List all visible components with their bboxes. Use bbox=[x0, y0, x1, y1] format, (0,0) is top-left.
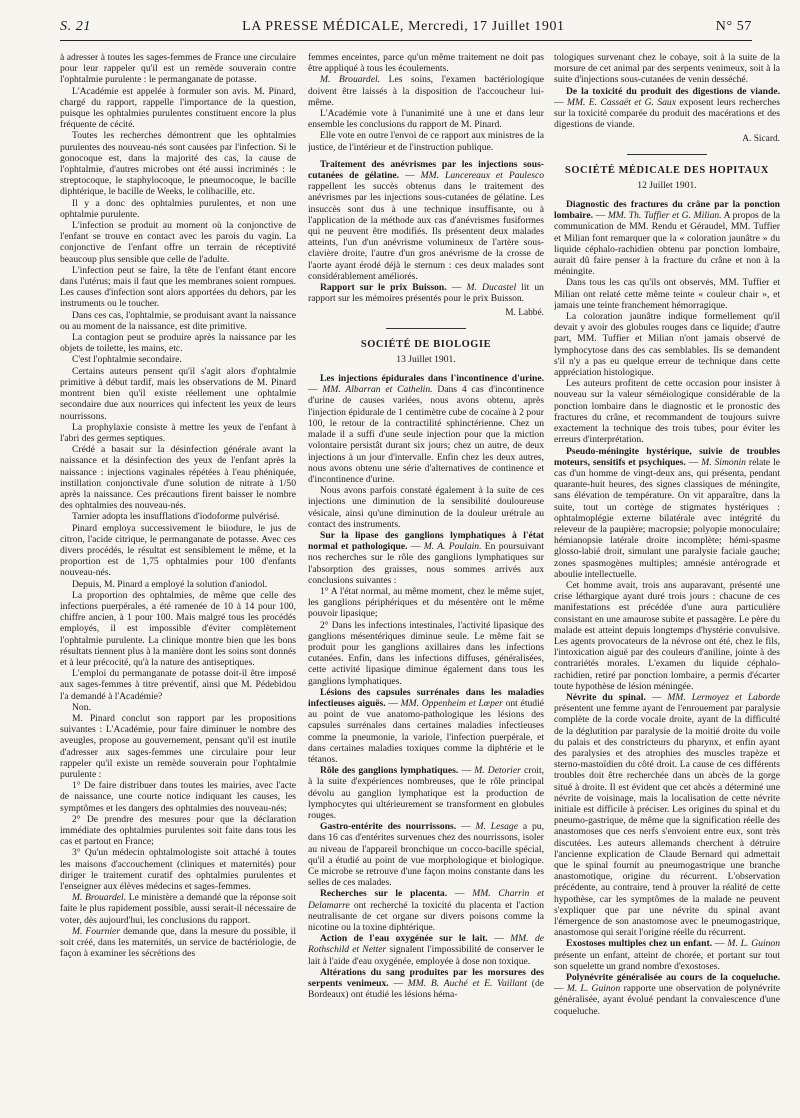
author: M. Lesage bbox=[475, 821, 518, 833]
communication: Sur la lipase des ganglions lymphatiques à l'état normal et pathologique. — M. A. Poulain. En poursuivant nos recherches sur le rôle des ganglions lymphatiques sur l'absorption des graisses, nous sommes arrivés aux conclusions suivantes : bbox=[308, 529, 544, 586]
speaker-name: M. Fournier bbox=[72, 925, 121, 937]
author: MM. Albarran et Cathelin. bbox=[322, 384, 433, 396]
author: M. L. Guinon bbox=[727, 938, 780, 950]
author: MM. Charrin et Delamarre bbox=[308, 888, 544, 911]
paragraph: La prophylaxie consiste à mettre les yeux de l'enfant à l'abri des germes septiques. bbox=[60, 421, 296, 444]
author: MM. Oppenheim et Lœper bbox=[400, 697, 503, 709]
page-header bbox=[60, 14, 752, 40]
paragraph: tologiques survenant chez le cobaye, soit à la suite de la morsure de cet animal par des serpents venimeux, soit à la suite d'injections sous-cutanées de venin desséché. bbox=[554, 52, 780, 86]
paragraph: 1° A l'état normal, au même moment, chez le même sujet, les ganglions périphériques et du mésentère ont le même pouvoir lipasique; bbox=[308, 585, 544, 620]
communication: Lésions des capsules surrénales dans les maladies infectieuses aiguës. — MM. Oppenheim et Lœper ont étudié au point de vue anatomo-pathologique les lésions des capsules surrénales dans certaines maladies infectieuses comme la pneumonie, la variole, l'infection puerpérale, et dans certaines maladies toxiques comme la diphtérie et le tétanos. bbox=[308, 686, 544, 765]
communication: Rôle des ganglions lymphatiques. — M. Detorier croit, à la suite d'expériences nombreuses, que le rôle principal dévolu au ganglion lymphatique est la production de lymphocytes qui ultérieurement se transforment en globules rouges. bbox=[308, 765, 544, 821]
paragraph: La coloration jaunâtre indique formellement qu'il devait y avoir des globules rouges dans ce liquide; d'autre part, MM. Tuffier et Milian n'ont jamais observé de lymphocytose dans des cas semblables. Ils se demandent s'il n'y a pas eu quelque erreur de technique dans cette appréciation histologique. bbox=[554, 311, 780, 379]
page-number: S. 21 bbox=[60, 19, 91, 34]
signature: M. Labbé. bbox=[505, 308, 544, 319]
author: M. L. Guinon bbox=[566, 983, 621, 995]
author: MM. B. Auché et E. Vaillant bbox=[407, 978, 528, 990]
speaker-name: M. Brouardel. bbox=[320, 74, 381, 86]
column-2 bbox=[308, 52, 544, 1112]
paragraph-text: lit un rapport sur les mémoires présentés pour le prix Buisson. bbox=[308, 282, 544, 305]
session-date: 12 Juillet 1901. bbox=[637, 179, 697, 191]
paragraph: Depuis, M. Pinard a employé la solution d'aniodol. bbox=[72, 578, 268, 590]
communication: Action de l'eau oxygénée sur le lait. — MM. de Rothschild et Netter signalent l'impossibilité de conserver le lait à l'aide d'eau oxygénée, employée à dose non toxique. bbox=[308, 933, 544, 967]
paragraph-text: croit, à la suite d'expériences nombreuses, que le rôle principal dévolu au ganglion lymphatique est la production de lymphocytes qui ultérieurement se transforment en globules rouges. bbox=[308, 765, 544, 821]
communication-title: Action de l'eau oxygénée sur le lait. bbox=[320, 933, 488, 945]
communication-title: Rapport sur le prix Buisson. bbox=[320, 282, 447, 294]
session-date: 13 Juillet 1901. bbox=[396, 353, 456, 365]
author: MM. E. Cassaët et G. Saux bbox=[567, 96, 676, 108]
journal-title: LA PRESSE MÉDICALE, Mercredi, 17 Juillet 1901 bbox=[242, 19, 565, 34]
communication: Traitement des anévrismes par les injections sous-cutanées de gélatine. — MM. Lancereaux et Paulesco rappellent les succès obtenus dans le traitement des anévrismes par les injections sous-cutanées de gélatine. Les insuccès sont dus à une technique insuffisante, ou à l'application de la méthode aux cas d'anévrismes fusiformes qui ne peuvent être modifiés. Ils présentent deux malades atteints, l'un d'un anévrisme volumineux de l'artère sous-clavière droite, l'autre d'un gros anévrisme de la crosse de l'aorte ayant érodé déjà le sternum : ces deux malades sont considérablement améliorés. bbox=[308, 158, 544, 282]
communication-title: Pseudo-méningite hystérique, suivie de troubles moteurs, sensitifs et psychiques. bbox=[554, 445, 780, 468]
paragraph-text: présente un enfant, atteint de chorée, et portant sur tout son squelette un grand nombre d'exostoses. bbox=[554, 949, 780, 972]
paragraph: L'infection se produit au moment où la conjonctive de l'enfant se trouve en contact avec les parois du vagin. La conjonctive de l'enfant offre un terrain de réceptivité beaucoup plus sensible que celle de l'adulte. bbox=[60, 220, 296, 265]
communication-title: Lésions des capsules surrénales dans les maladies infectieuses aiguës. bbox=[308, 686, 544, 709]
communication: Les injections épidurales dans l'incontinence d'urine. — MM. Albarran et Cathelin. Dans 4 cas d'incontinence d'urine de causes variées, nous avons obtenu, après l'injection épidurale de 1 centimètre cube de cocaïne à 2 pour 100, le retour de la contractilité sphinctérienne. Chez un malade il a suffi d'une seule injection pour que la miction volontaire persistât durant six jours; chez un autre, de deux injections à un jour d'intervalle. Enfin chez les deux autres, nous avons obtenu une série d'alternatives de continence et d'incontinence d'urine. bbox=[308, 373, 544, 485]
paragraph-text: A propos de la communication de MM. Rendu et Géraudel, MM. Tuffier et Milian font remarquer que la « coloration jaunâtre » du liquide céphalo-rachidien obtenu par ponction lombaire, aurait dû faire penser à la fracture du crâne et non à la méningite. bbox=[554, 210, 780, 278]
paragraph-text: rappellent les succès obtenus dans le traitement des anévrismes par les injections sous-cutanées de gélatine. Les insuccès sont dus à une technique insuffisante, ou à l'application de la méthode aux cas d'anévrismes fusiformes qui ne peuvent être modifiés. Ils présentent deux malades atteints, l'un d'un anévrisme volumineux de l'artère sous-clavière droite, l'autre d'un gros anévrisme de la crosse de l'aorte ayant érodé déjà le sternum : ces deux malades sont considérablement améliorés. bbox=[308, 181, 544, 282]
paragraph: Toutes les recherches démontrent que les ophtalmies purulentes des nouveau-nés sont causées par l'infection. Si le gonocoque est, dans la majorité des cas, la cause de l'ophtalmie, d'autres microbes ont été aussi incriminés : le streptocoque, le staphylocoque, le pneumocoque, le bacille diphtérique, le bacille de Weeks, le colibacille, etc. bbox=[60, 130, 296, 198]
paragraph: Crédé a basait sur la désinfection générale avant la naissance et la désinfection des yeux de l'enfant après la naissance : injections vaginales répétées à l'eau phéniquée, instillation conjonctivale d'une solution de nitrate à 1/50 après la naissance. Ces précautions firent baisser le nombre des ophtalmies des nouveau-nés. bbox=[60, 444, 296, 512]
paragraph: Nous avons parfois constaté également à la suite de ces injections une diminution de la sensibilité douloureuse vésicale, ainsi qu'une diminution de la douleur urétrale au contact des instruments. bbox=[308, 485, 544, 530]
paragraph-text: a pu, dans 16 cas d'entérites survenues chez des nourrissons, isoler au niveau de l'appareil bronchique un cocco-bacille spécial, qu'il a étudié au point de vue morphologique et biologique. Ce microbe se retrouve d'une façon moins constante dans les selles de ces malades. bbox=[308, 821, 544, 889]
author: MM. Th. Tuffier et G. Milian. bbox=[607, 210, 722, 222]
paragraph-text: relate le cas d'un homme de vingt-deux ans, qui présenta, pendant quarante-huit heures, des signes classiques de méningite, sans élévation de température. On vit apparaître, dans la suite, tout un cortège de stigmates hystériques : ophtalmoplégie externe bilatérale avec intégrité du releveur de la paupière; macropsie; polyopie monoculaire; hémianopsie latérale droite incomplète; hémi-spasme glosso-labié droit, simulant une paralysie faciale gauche; zones spasmogènes multiples; amnésie antérograde et aboulie intellectuelle. bbox=[554, 456, 780, 580]
paragraph-text: Les soins, l'examen bactériologique doivent être laissés à la disposition de l'accoucheur lui-même. bbox=[308, 74, 544, 108]
paragraph-text: signalent l'impossibilité de conserver le lait à l'aide d'eau oxygénée, employée à dose non toxique. bbox=[308, 944, 544, 967]
paragraph: Cet homme avait, trois ans auparavant, présenté une crise léthargique ayant duré trois jours : chacune de ces manifestations est précédée d'une aura particulière consistant en une amaurose subite et passagère. Le père du malade est atteint depuis longtemps d'hystérie convulsive. Les agents provocateurs de la névrose ont été, chez le fils, l'intoxication aiguë par des couleurs d'aniline, jointe à des contrariétés morales. L'examen du liquide céphalo-rachidien, retiré par ponction lombaire, a permis d'écarter toute hypothèse de lésion méningée. bbox=[554, 579, 780, 692]
paragraph-text: En poursuivant nos recherches sur le rôle des ganglions lymphatiques sur l'absorption des graisses, nous sommes arrivés aux conclusions suivantes : bbox=[308, 541, 544, 586]
communication: Exostoses multiples chez un enfant. — M. L. Guinon présente un enfant, atteint de chorée, et portant sur tout son squelette un grand nombre d'exostoses. bbox=[554, 938, 780, 972]
communication-title: Les injections épidurales dans l'incontinence d'urine. bbox=[320, 373, 544, 385]
signature: A. Sicard. bbox=[742, 134, 780, 145]
communication: Diagnostic des fractures du crâne par la ponction lombaire. — MM. Th. Tuffier et G. Milian. A propos de la communication de MM. Rendu et Géraudel, MM. Tuffier et Milian font remarquer que la « coloration jaunâtre » du liquide céphalo-rachidien obtenu par ponction lombaire, aurait dû faire penser à la fracture du crâne et non à la méningite. bbox=[554, 199, 780, 278]
society-heading: SOCIÉTÉ DE BIOLOGIE bbox=[360, 338, 492, 350]
communication-title: Diagnostic des fractures du crâne par la ponction lombaire. bbox=[554, 199, 780, 222]
section-rule bbox=[386, 328, 466, 329]
paragraph: L'Académie est appelée à formuler son avis. M. Pinard, chargé du rapport, rappelle l'importance de la question, puisque les ophtalmies purulentes constituent encore la plus fréquente de cécité. bbox=[60, 85, 296, 131]
communication: Altérations du sang produites par les morsures des serpents venimeux. — MM. B. Auché et E. Vaillant (de Bordeaux) ont étudié les lésions héma- bbox=[308, 966, 544, 1001]
speaker-name: M. Brouardel. bbox=[72, 892, 127, 904]
communication-title: Rôle des ganglions lymphatiques. bbox=[320, 765, 459, 777]
paragraph-text: Dans 4 cas d'incontinence d'urine de causes variées, nous avons obtenu, après l'injection épidurale de 1 centimètre cube de cocaïne à 2 pour 100, le retour de la contractilité sphinctérienne. Chez un malade il a suffi d'une seule injection pour que la miction volontaire persistât durant six jours; chez un autre, de deux injections à un jour d'intervalle. Enfin chez les deux autres, nous avons obtenu une série d'alternatives de continence et d'incontinence d'urine. bbox=[308, 384, 544, 485]
author: MM. de Rothschild et Netter bbox=[308, 933, 544, 956]
paragraph bbox=[60, 892, 296, 926]
paragraph-text: ont étudié au point de vue anatomo-pathologique les lésions des capsules surrénales dans certaines maladies infectieuses comme la pneumonie, la variole, l'infection puerpérale, et dans certaines maladies toxiques comme la diphtérie et le tétanos. bbox=[308, 697, 544, 765]
paragraph: femmes enceintes, parce qu'un même traitement ne doit pas être appliqué à tous les écoulements. bbox=[308, 52, 544, 75]
communication: Recherches sur le placenta. — MM. Charrin et Delamarre ont recherché la toxicité du placenta et l'action neutralisante de cet organe sur divers poisons comme la nicotine ou la toxine diphtérique. bbox=[308, 888, 544, 934]
paragraph: L'infection peut se faire, la tête de l'enfant étant encore dans l'utérus; mais il faut que les membranes soient rompues. Les causes d'infection sont alors apportées du dehors, par les instruments ou le toucher. bbox=[60, 264, 296, 310]
paragraph: 1° De faire distribuer dans toutes les mairies, avec l'acte de naissance, une courte notice indiquant les causes, les symptômes et les dangers des ophtalmies des nouveau-nés; bbox=[60, 780, 296, 814]
paragraph-text: ont recherché la toxicité du placenta et l'action neutralisante de cet organe sur divers poisons comme la nicotine ou la toxine diphtérique. bbox=[308, 899, 544, 934]
author: M. Simonin bbox=[701, 456, 746, 468]
author: MM. Lancereaux et Paulesco bbox=[420, 170, 544, 182]
author: M. A. Poulain. bbox=[423, 541, 482, 553]
paragraph-text: (de Bordeaux) ont étudié les lésions héma- bbox=[308, 978, 544, 1001]
communication-title: Gastro-entérite des nourrissons. bbox=[320, 821, 457, 833]
issue-number: N° 57 bbox=[715, 19, 752, 34]
paragraph-text: demande que, dans la mesure du possible, il soit créé, dans les maternités, un service de bactériologie, de façon à examiner les sécrétions des bbox=[60, 925, 296, 960]
paragraph: Dans ces cas, l'ophtalmie, se produisant avant la naissance ou au moment de la naissance, est dite primitive. bbox=[60, 309, 296, 332]
communication: Polynévrite généralisée au cours de la coqueluche. — M. L. Guinon rapporte une observation de polynévrite généralisée, ayant évolué pendant la convalescence d'une coqueluche. bbox=[554, 972, 780, 1017]
communication-title: Exostoses multiples chez un enfant. bbox=[566, 938, 713, 950]
paragraph: Certains auteurs pensent qu'il s'agit alors d'ophtalmie primitive à début tardif, mais les observations de M. Pinard montrent bien qu'il existe réellement une ophtalmie secondaire due aux nourrices qui infectent les yeux de leurs nourrissons. bbox=[60, 365, 296, 422]
communication: Rapport sur le prix Buisson. — M. Ducastel lit un rapport sur les mémoires présentés pour le prix Buisson. bbox=[308, 282, 544, 305]
paragraph-text: rapporte une observation de polynévrite généralisée, ayant évolué pendant la convalescence d'une coqueluche. bbox=[554, 983, 780, 1017]
communication: Pseudo-méningite hystérique, suivie de troubles moteurs, sensitifs et psychiques. — M. Simonin relate le cas d'un homme de vingt-deux ans, qui présenta, pendant quarante-huit heures, des signes classiques de méningite, sans élévation de température. On vit apparaître, dans la suite, tout un cortège de stigmates hystériques : ophtalmoplégie externe bilatérale avec intégrité du releveur de la paupière; macropsie; polyopie monoculaire; hémianopsie latérale droite incomplète; hémi-spasme glosso-labié droit, simulant une paralysie faciale gauche; zones spasmogènes multiples; amnésie antérograde et aboulie intellectuelle. bbox=[554, 445, 780, 580]
section-rule bbox=[627, 154, 707, 155]
communication-title: Traitement des anévrismes par les injections sous-cutanées de gélatine. bbox=[308, 158, 544, 182]
communication: De la toxicité du produit des digestions de viande. — MM. E. Cassaët et G. Saux exposent leurs recherches sur la toxicité comparée du produit des macérations et des digestions de viande. bbox=[554, 85, 780, 131]
paragraph: Elle vote en outre l'envoi de ce rapport aux ministres de la justice, de l'intérieur et de l'instruction publique. bbox=[308, 130, 544, 153]
communication-title: Sur la lipase des ganglions lymphatiques à l'état normal et pathologique. bbox=[308, 529, 544, 553]
paragraph: L'emploi du permanganate de potasse doit-il être imposé aux sages-femmes à titre préventif, ainsi que M. Pédebidou l'a demandé à l'Académie? bbox=[60, 668, 296, 702]
paragraph-text: exposent leurs recherches sur la toxicité comparée du produit des macérations et des digestions de viande. bbox=[554, 96, 780, 131]
paragraph: La contagion peut se produire après la naissance par les objets de toilette, les mains, etc. bbox=[60, 332, 296, 355]
paragraph: 3° Qu'un médecin ophtalmologiste soit attaché à toutes les maisons d'accouchement (cliniques et maternités) pour diriger le traitement curatif des ophtalmies purulentes et l'enseigner aux élèves médecins et sages-femmes. bbox=[60, 847, 296, 893]
communication-title: Polynévrite généralisée au cours de la coqueluche. bbox=[566, 972, 780, 984]
paragraph: C'est l'ophtalmie secondaire. bbox=[72, 354, 182, 366]
paragraph: Pinard employa successivement le biiodure, le jus de citron, l'acide citrique, le permanganate de potasse. Avec ces divers procédés, le résultat est sensiblement le même, et la proportion est de 1,75 ophtalmies pour 100 d'enfants nouveau-nés. bbox=[60, 522, 296, 579]
paragraph: Non. bbox=[72, 701, 91, 713]
paragraph: M. Pinard conclut son rapport par les propositions suivantes : L'Académie, pour faire diminuer le nombre des aveugles, propose au gouvernement, pensant qu'il est inutile d'adresser aux sages-femmes une circulaire pour leur rappeler qu'il existe un remède souverain pour l'ophtalmie purulente : bbox=[60, 712, 296, 780]
society-heading: SOCIÉTÉ MÉDICALE DES HOPITAUX bbox=[565, 164, 769, 176]
paragraph: L'Académie vote à l'unanimité une à une et dans leur ensemble les conclusions du rapport de M. Pinard. bbox=[308, 108, 544, 131]
paragraph: La proportion des ophtalmies, de même que celle des infections puerpérales, a été ramenée de 10 à 14 pour 100, chiffre ancien, à 1 pour 100. Mais malgré tous les procédés employés, il est impossible d'éviter complètement l'ophtalmie purulente. La clinique montre bien que les bons résultats tiennent plus à la manière dont les soins sont donnés et à leur précocité, qu'à la nature des antiseptiques. bbox=[60, 589, 296, 668]
paragraph: à adresser à toutes les sages-femmes de France une circulaire pour leur rappeler qu'il est un remède souverain contre l'ophtalmie purulente : le permanganate de potasse. bbox=[60, 52, 296, 86]
author: M. Detorier bbox=[474, 765, 521, 777]
communication-title: De la toxicité du produit des digestions de viande. bbox=[566, 85, 780, 97]
paragraph-text: Le ministère a demandé que la réponse soit faite le plus rapidement possible, aussi serait-il nécessaire de voter, dès aujourd'hui, les conclusions du rapport. bbox=[60, 892, 296, 926]
paragraph-text: présentent une femme ayant de l'enrouement par paralysie complète de la corde vocale droite, ayant de la difficulté de la déglutition par paralysie de la moitié droite du voile du palais et des constricteurs du pharynx, et enfin ayant des paralysies et des atrophies des muscles trapèze et sterno-mastoïdien du côté droit. La cause de ces différents troubles doit être recherchée dans un abcès de la gorge situé à droite. Il est évident que cet abcès a déterminé une névrite de voisinage, mais la localisation de cette névrite initiale est difficile à préciser. Les origines du spinal et du pneumo-gastrique, de même que la signification réelle des anastomoses que ces nerfs s'envoient entre eux, sont très discutées. Les auteurs allemands cherchent à détruire l'ancienne explication de Claude Bernard qui admettait que le spinal fournit au pneumogastrique une branche anastomotique, origine du récurrent. L'observation précédente, au contraire, tend à prouver la réalité de cette hypothèse, car les symptômes de la malade ne peuvent s'expliquer que par une névrite du spinal avant l'émergence de son anastomose avec le pneumogastrique, anastomose qui serait l'origine réelle du récurrent. bbox=[554, 703, 780, 939]
paragraph: 2° De prendre des mesures pour que la déclaration immédiate des ophtalmies purulentes soit faite dans tous les cas et partout en France; bbox=[60, 813, 296, 848]
column-1 bbox=[60, 52, 296, 1112]
paragraph bbox=[308, 74, 544, 108]
communication-title: Névrite du spinal. bbox=[566, 691, 646, 703]
paragraph: 2° Dans les infections intestinales, l'activité lipasique des ganglions mésentériques diminue seule. Le même fait se produit pour les ganglions axillaires dans les infections cutanées. Enfin, dans les infections diffuses, généralisées, cette activité lipasique diminue également dans tous les ganglions lymphatiques. bbox=[308, 619, 544, 687]
communication-title: Altérations du sang produites par les morsures des serpents venimeux. bbox=[308, 966, 544, 990]
communication-title: Recherches sur le placenta. bbox=[320, 888, 448, 900]
communication: Névrite du spinal. — MM. Lermoyez et Laborde présentent une femme ayant de l'enrouement par paralysie complète de la corde vocale droite, ayant de la difficulté de la déglutition par paralysie de la moitié droite du voile du palais et des constricteurs du pharynx, et enfin ayant des paralysies et des atrophies des muscles trapèze et sterno-mastoïdien du côté droit. La cause de ces différents troubles doit être recherchée dans un abcès de la gorge situé à droite. Il est évident que cet abcès a déterminé une névrite de voisinage, mais la localisation de cette névrite initiale est difficile à préciser. Les origines du spinal et du pneumo-gastrique, de même que la signification réelle des anastomoses que ces nerfs s'envoient entre eux, sont très discutées. Les auteurs allemands cherchent à détruire l'ancienne explication de Claude Bernard qui admettait que le spinal fournit au pneumogastrique une branche anastomotique, origine du récurrent. L'observation précédente, au contraire, tend à prouver la réalité de cette hypothèse, car les symptômes de la malade ne peuvent s'expliquer que par une névrite du spinal avant l'émergence de son anastomose avec le pneumogastrique, anastomose qui serait l'origine réelle du récurrent. bbox=[554, 691, 780, 939]
communication: Gastro-entérite des nourrissons. — M. Lesage a pu, dans 16 cas d'entérites survenues chez des nourrissons, isoler au niveau de l'appareil bronchique un cocco-bacille spécial, qu'il a étudié au point de vue morphologique et biologique. Ce microbe se retrouve d'une façon moins constante dans les selles de ces malades. bbox=[308, 821, 544, 889]
author: M. Ducastel bbox=[466, 282, 517, 294]
paragraph: Dans tous les cas qu'ils ont observés, MM. Tuffier et Milian ont relaté cette même teinte « couleur chair », et jamais une teinte franchement hémorragique. bbox=[554, 277, 780, 311]
author: MM. Lermoyez et Laborde bbox=[667, 691, 780, 703]
column-3 bbox=[554, 52, 780, 1112]
paragraph bbox=[60, 926, 296, 960]
paragraph: Les auteurs profitent de cette occasion pour insister à nouveau sur la valeur séméiologique considérable de la ponction lombaire dans le diagnostic et le pronostic des fractures du crâne, et recommandent de toujours suivre exactement la technique des trois tubes, pour éviter les erreurs d'interprétation. bbox=[554, 378, 780, 446]
paragraph: Il y a donc des ophtalmies purulentes, et non une ophtalmie purulente. bbox=[60, 197, 296, 220]
paragraph: Tarnier adopta les insufflations d'iodoforme pulvérisé. bbox=[72, 511, 280, 523]
header-rule bbox=[60, 40, 752, 41]
